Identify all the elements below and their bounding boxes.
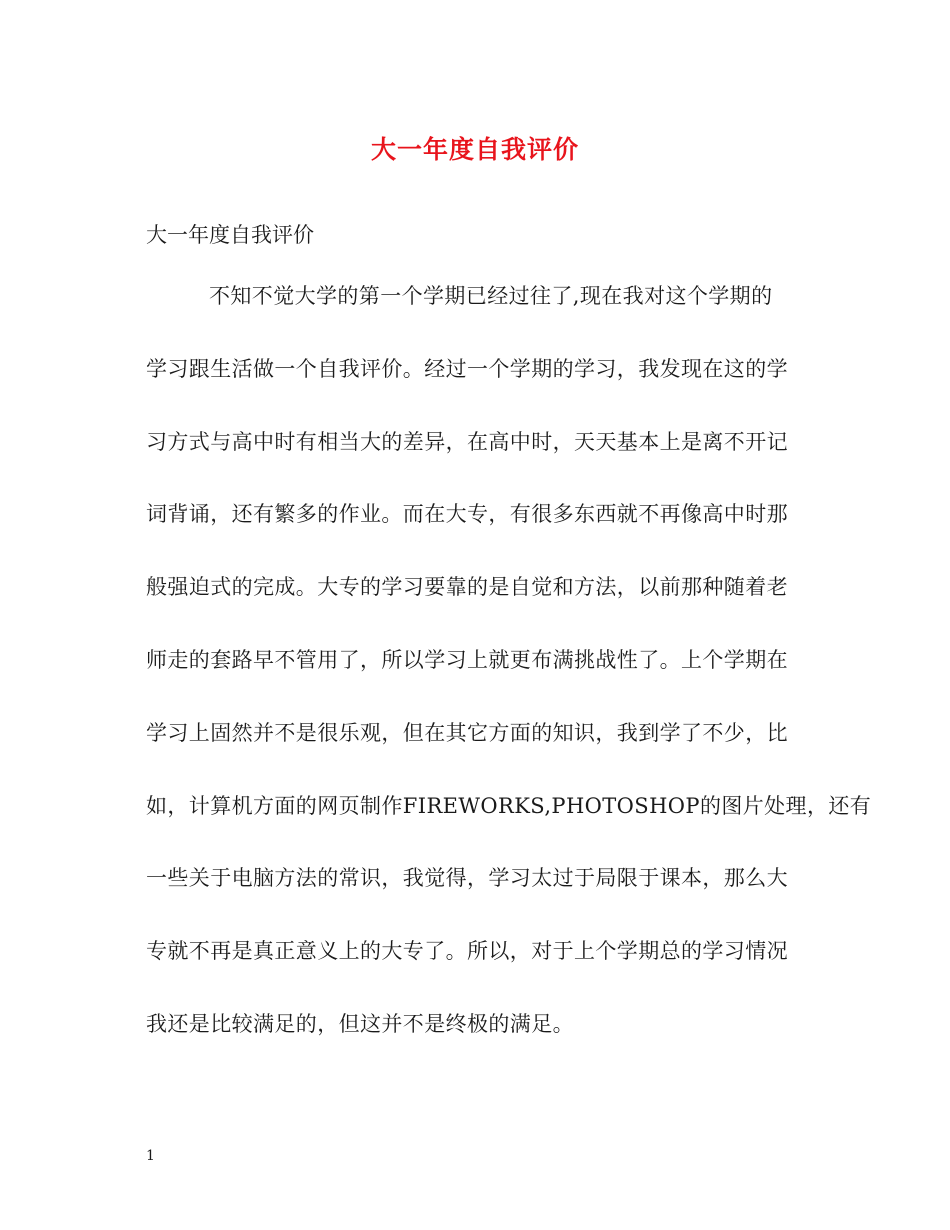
body-line: 不知不觉大学的第一个学期已经过往了,现在我对这个学期的 <box>209 284 773 308</box>
body-line: 学习跟生活做一个自我评价。经过一个学期的学习，我发现在这的学 <box>146 356 788 381</box>
body-line: 专就不再是真正意义上的大专了。所以，对于上个学期总的学习情况 <box>146 939 788 964</box>
document-title: 大一年度自我评价 <box>370 135 579 164</box>
body-line: 我还是比较满足的，但这并不是终极的满足。 <box>146 1011 574 1036</box>
body-line: 学习上固然并不是很乐观，但在其它方面的知识，我到学了不少，比 <box>146 720 788 745</box>
body-text <box>146 278 872 1079</box>
body-line: 词背诵，还有繁多的作业。而在大专，有很多东西就不再像高中时那 <box>146 502 788 527</box>
body-line: 师走的套路早不管用了，所以学习上就更布满挑战性了。上个学期在 <box>146 647 788 672</box>
body-line: 如，计算机方面的网页制作FIREWORKS,PHOTOSHOP的图片处理，还有 <box>146 793 872 818</box>
document-subtitle: 大一年度自我评价 <box>146 223 314 247</box>
body-line: 一些关于电脑方法的常识，我觉得，学习太过于局限于课本，那么大 <box>146 866 788 891</box>
body-line: 习方式与高中时有相当大的差异，在高中时，天天基本上是离不开记 <box>146 429 788 454</box>
body-line: 般强迫式的完成。大专的学习要靠的是自觉和方法，以前那种随着老 <box>146 575 788 600</box>
page-number: 1 <box>146 1148 155 1164</box>
